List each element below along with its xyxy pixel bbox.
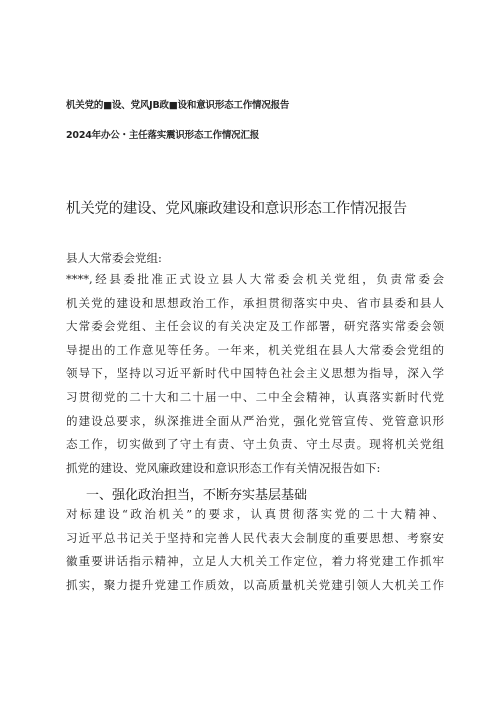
paragraph-line: 态工作，切实做到了守土有责、守土负责、守土尽责。现将机关党组 bbox=[66, 437, 444, 452]
paragraph-line: 导提出的工作意见等任务。一年来，机关党组在县人大常委会党组的 bbox=[66, 342, 444, 357]
header-line-1: 机关党的■设、党风JB政■设和意识形态工作情况报告 bbox=[66, 100, 290, 111]
paragraph-line: 大常委会党组、主任会议的有关决定及工作部署，研究落实常委会领 bbox=[66, 319, 444, 334]
paragraph-line: 习贯彻党的二十大和二十届一中、二中全会精神，认真落实新时代党 bbox=[66, 389, 444, 404]
paragraph-line: 徽重要讲话指示精神，立足人大机关工作定位，着力将党建工作抓牢 bbox=[66, 554, 444, 569]
salutation: 县人大常委会党组: bbox=[66, 251, 162, 265]
paragraph-line: 机关党的建设和思想政治工作，承担贯彻落实中央、省市县委和县人 bbox=[66, 295, 444, 310]
paragraph-line: 抓实，聚力提升党建工作质效，以高质量机关党建引领人大机关工作 bbox=[66, 577, 444, 592]
paragraph-line: 对标建设“政治机关”的要求，认真贯彻落实党的二十大精神、 bbox=[66, 507, 444, 521]
paragraph-line: ****,经县委批准正式设立县人大常委会机关党组，负责常委会 bbox=[66, 272, 444, 286]
paragraph-line: 的建设总要求，纵深推进全面从严治党，强化党管宣传、党管意识形 bbox=[66, 413, 444, 428]
section-heading-1: 一、强化政治担当，不断夯实基层基础 bbox=[86, 488, 308, 503]
body-paragraph-1 bbox=[66, 268, 444, 480]
paragraph-line: 领导下，坚持以习近平新时代中国特色社会主义思想为指导，深入学 bbox=[66, 366, 444, 381]
body-paragraph-2 bbox=[66, 503, 444, 597]
header-line-2: 2024年办公・主任落实震识形态工作情况汇报 bbox=[66, 130, 260, 141]
paragraph-line: 抓党的建设、党风廉政建设和意识形态工作有关情况报告如下: bbox=[66, 460, 381, 475]
paragraph-line: 习近平总书记关于坚持和完善人民代表大会制度的重要思想、考察安 bbox=[66, 530, 444, 545]
document-title: 机关党的建设、党风廉政建设和意识形态工作情况报告 bbox=[66, 201, 407, 217]
